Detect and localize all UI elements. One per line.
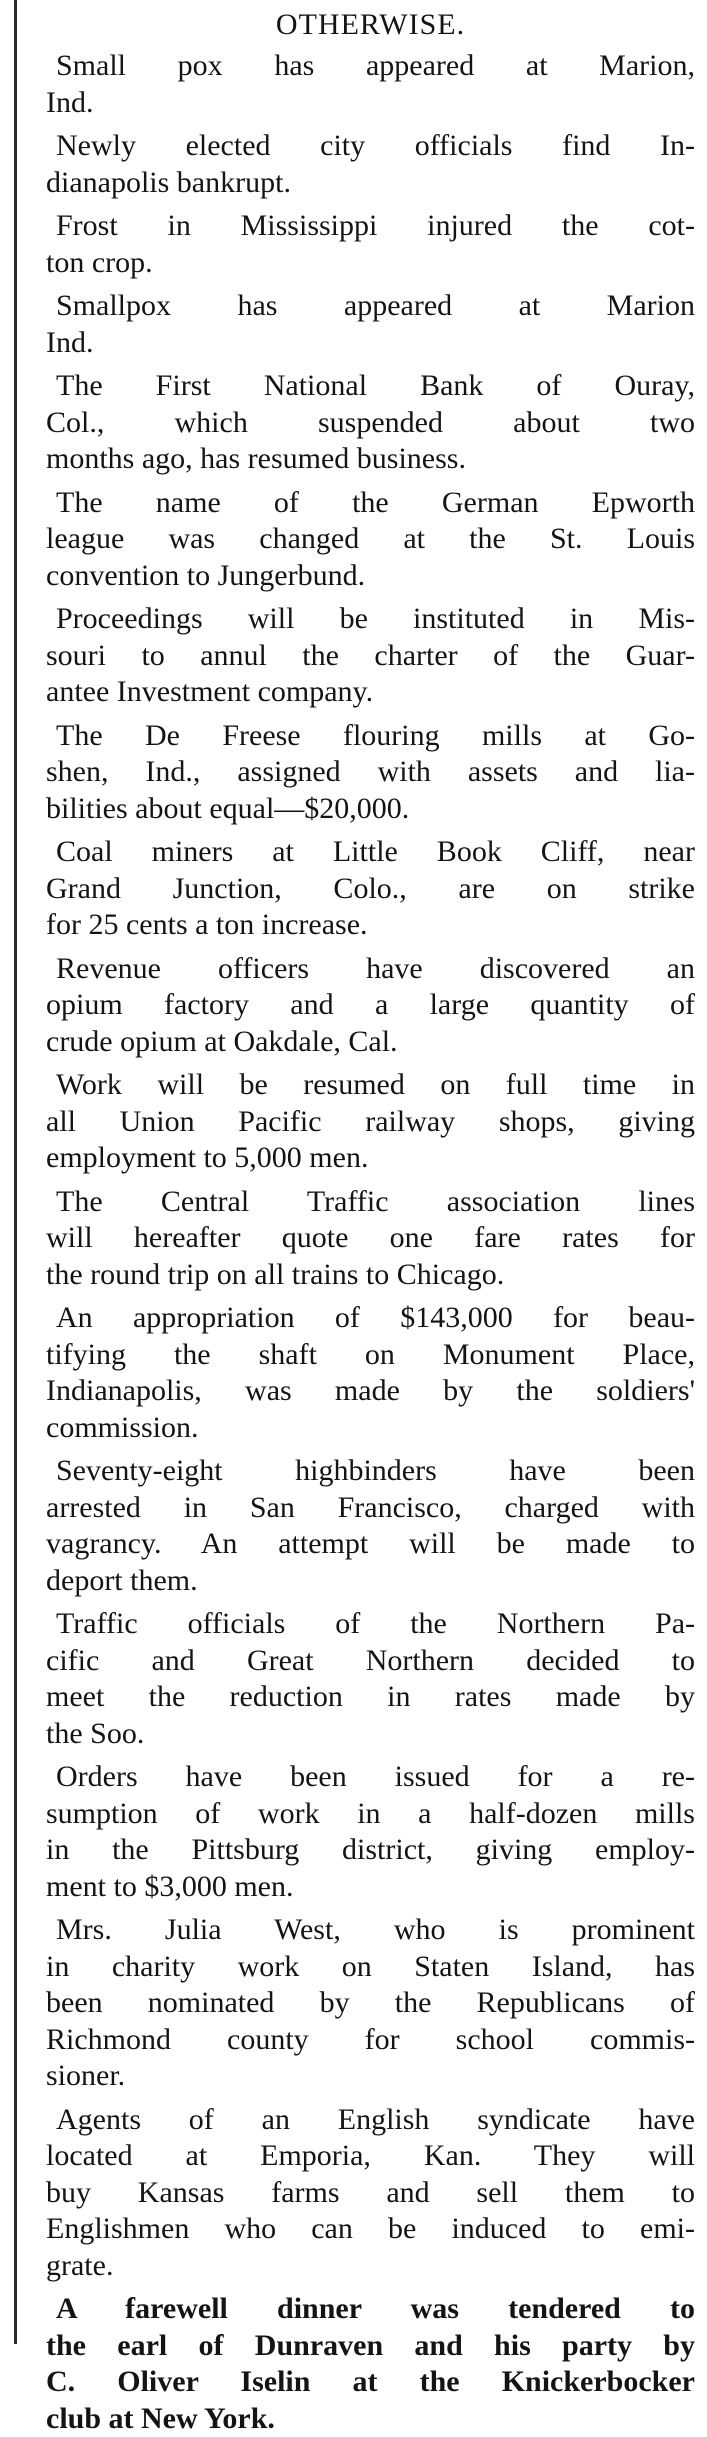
news-item-line: in the Pittsburg district, giving employ- bbox=[46, 1832, 695, 1869]
news-item-line: The De Freese flouring mills at Go- bbox=[46, 718, 695, 755]
news-item-line: all Union Pacific railway shops, giving bbox=[46, 1104, 695, 1141]
news-item-line: convention to Jungerbund. bbox=[46, 558, 695, 595]
news-item-line: sioner. bbox=[46, 2058, 695, 2095]
news-item-line: antee Investment company. bbox=[46, 674, 695, 711]
news-item-line: Indianapolis, was made by the soldiers' bbox=[46, 1373, 695, 1410]
news-item-line: tifying the shaft on Monument Place, bbox=[46, 1337, 695, 1374]
news-item-line: grate. bbox=[46, 2248, 695, 2285]
news-item-line: deport them. bbox=[46, 1563, 695, 1600]
news-item-line: The name of the German Epworth bbox=[46, 485, 695, 522]
news-item-line: the round trip on all trains to Chicago. bbox=[46, 1257, 695, 1294]
news-item-line: meet the reduction in rates made by bbox=[46, 1679, 695, 1716]
news-item bbox=[46, 1606, 695, 1752]
news-item-line: opium factory and a large quantity of bbox=[46, 987, 695, 1024]
news-item-line: league was changed at the St. Louis bbox=[46, 521, 695, 558]
news-item-line: Englishmen who can be induced to emi- bbox=[46, 2211, 695, 2248]
column-heading: OTHERWISE. bbox=[46, 8, 695, 42]
news-item-line: shen, Ind., assigned with assets and lia- bbox=[46, 754, 695, 791]
news-item-line: Seventy-eight highbinders have been bbox=[46, 1453, 695, 1490]
news-item-line: Richmond county for school commis- bbox=[46, 2022, 695, 2059]
news-item-line: ton crop. bbox=[46, 245, 695, 282]
news-item-line: commission. bbox=[46, 1410, 695, 1447]
news-item bbox=[46, 718, 695, 828]
news-item bbox=[46, 1912, 695, 2095]
news-item-line: Frost in Mississippi injured the cot- bbox=[46, 208, 695, 245]
news-items bbox=[46, 48, 695, 2437]
news-item-line: An appropriation of $143,000 for beau- bbox=[46, 1300, 695, 1337]
news-item-line: Mrs. Julia West, who is prominent bbox=[46, 1912, 695, 1949]
news-item-line: Newly elected city officials find In- bbox=[46, 128, 695, 165]
news-item-line: located at Emporia, Kan. They will bbox=[46, 2138, 695, 2175]
news-item bbox=[46, 601, 695, 711]
news-item-line: Proceedings will be instituted in Mis- bbox=[46, 601, 695, 638]
news-item-line: employment to 5,000 men. bbox=[46, 1140, 695, 1177]
news-item-line: Coal miners at Little Book Cliff, near bbox=[46, 834, 695, 871]
news-item-line: the earl of Dunraven and his party by bbox=[46, 2328, 695, 2365]
news-item bbox=[46, 128, 695, 201]
news-item-line: The Central Traffic association lines bbox=[46, 1184, 695, 1221]
news-item-line: Orders have been issued for a re- bbox=[46, 1759, 695, 1796]
news-item-line: souri to annul the charter of the Guar- bbox=[46, 638, 695, 675]
news-item bbox=[46, 834, 695, 944]
news-item bbox=[46, 1300, 695, 1446]
news-item bbox=[46, 1067, 695, 1177]
news-item bbox=[46, 2102, 695, 2285]
news-item-line: Work will be resumed on full time in bbox=[46, 1067, 695, 1104]
news-item-line: The First National Bank of Ouray, bbox=[46, 368, 695, 405]
news-item bbox=[46, 1759, 695, 1905]
news-item bbox=[46, 48, 695, 121]
news-item-line: ment to $3,000 men. bbox=[46, 1869, 695, 1906]
news-item-line: for 25 cents a ton increase. bbox=[46, 907, 695, 944]
news-item bbox=[46, 1453, 695, 1599]
news-item-line: vagrancy. An attempt will be made to bbox=[46, 1526, 695, 1563]
news-item-line: A farewell dinner was tendered to bbox=[46, 2291, 695, 2328]
news-item-line: Agents of an English syndicate have bbox=[46, 2102, 695, 2139]
news-item bbox=[46, 2291, 695, 2437]
news-item-line: Ind. bbox=[46, 325, 695, 362]
column-rule bbox=[14, 0, 17, 2344]
news-item-line: crude opium at Oakdale, Cal. bbox=[46, 1024, 695, 1061]
news-item bbox=[46, 208, 695, 281]
news-item bbox=[46, 485, 695, 595]
news-item-line: months ago, has resumed business. bbox=[46, 441, 695, 478]
news-item bbox=[46, 951, 695, 1061]
news-item-line: Smallpox has appeared at Marion bbox=[46, 288, 695, 325]
news-item bbox=[46, 368, 695, 478]
news-item-line: Ind. bbox=[46, 85, 695, 122]
news-item-line: will hereafter quote one fare rates for bbox=[46, 1220, 695, 1257]
news-item-line: C. Oliver Iselin at the Knickerbocker bbox=[46, 2364, 695, 2401]
news-item-line: Revenue officers have discovered an bbox=[46, 951, 695, 988]
news-item-line: Small pox has appeared at Marion, bbox=[46, 48, 695, 85]
news-item-line: Grand Junction, Colo., are on strike bbox=[46, 871, 695, 908]
news-item-line: the Soo. bbox=[46, 1716, 695, 1753]
news-item-line: in charity work on Staten Island, has bbox=[46, 1949, 695, 1986]
news-item-line: club at New York. bbox=[46, 2401, 695, 2437]
news-item-line: arrested in San Francisco, charged with bbox=[46, 1490, 695, 1527]
news-item-line: cific and Great Northern decided to bbox=[46, 1643, 695, 1680]
news-item-line: Traffic officials of the Northern Pa- bbox=[46, 1606, 695, 1643]
news-item bbox=[46, 1184, 695, 1294]
news-item-line: dianapolis bankrupt. bbox=[46, 165, 695, 202]
news-item-line: Col., which suspended about two bbox=[46, 405, 695, 442]
news-item-line: sumption of work in a half-dozen mills bbox=[46, 1796, 695, 1833]
news-item-line: buy Kansas farms and sell them to bbox=[46, 2175, 695, 2212]
news-item-line: been nominated by the Republicans of bbox=[46, 1985, 695, 2022]
news-item-line: bilities about equal—$20,000. bbox=[46, 791, 695, 828]
news-item bbox=[46, 288, 695, 361]
